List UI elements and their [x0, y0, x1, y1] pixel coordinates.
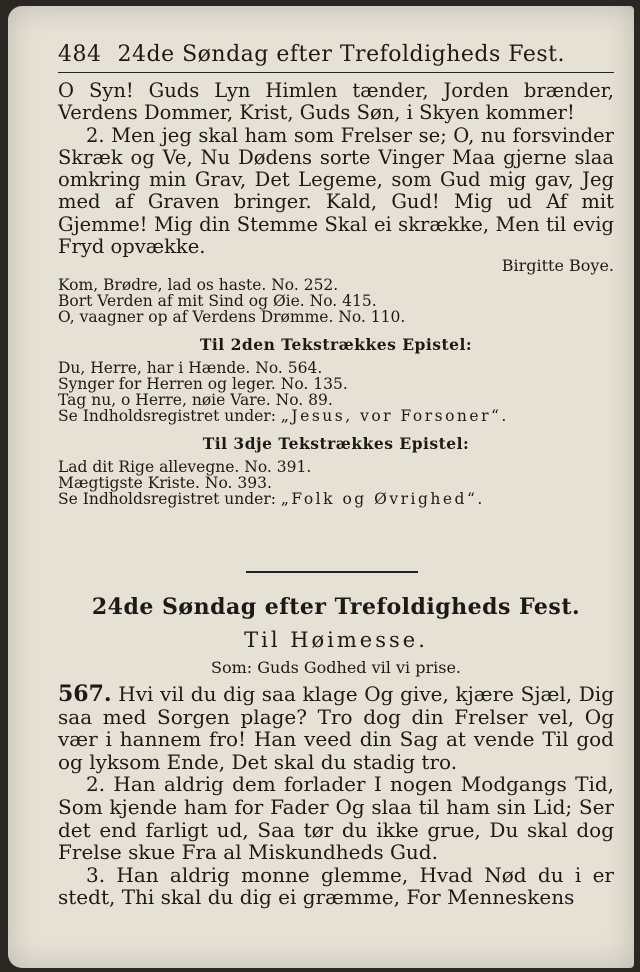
new-section: [58, 594, 614, 909]
reference-item: O, vaagner op af Verdens Drømme. No. 110.: [58, 308, 406, 327]
reference-item: Lad dit Rige allevegne. No. 391.: [58, 458, 312, 477]
section-title: 24de Søndag efter Trefoldigheds Fest.: [91, 594, 581, 620]
reference-item: Bort Verden af mit Sind og Øie. No. 415.: [58, 292, 377, 311]
page-number: 484: [58, 42, 102, 67]
section-divider: [246, 571, 418, 573]
hymn-verse-1: 567. Hvi vil du dig saa klage Og give, kjære Sjæl, Dig saa med Sorgen plage? Tro dog din Frelser vel, Og vær i hannem fro! Han veed din Sag at vende Til god og lyksom Ende, Det skal du stadig tro.: [58, 681, 614, 774]
section-heading-2: Til 2den Tekstrækkes Epistel:: [199, 335, 473, 355]
hymn-number: 567.: [58, 681, 112, 707]
section-heading-3: Til 3dje Tekstrækkes Epistel:: [202, 434, 470, 454]
reference-item: Tag nu, o Herre, nøie Vare. No. 89.: [58, 391, 333, 410]
reference-item: Kom, Brødre, lad os haste. No. 252.: [58, 276, 339, 295]
hymn-verse-3: 3. Han aldrig monne glemme, Hvad Nød du i er stedt, Thi skal du dig ei græmme, For Menneskens: [58, 862, 614, 910]
reference-item: Synger for Herren og leger. No. 135.: [58, 375, 348, 394]
melody-reference: Som: Guds Godhed vil vi prise.: [211, 658, 461, 677]
reference-list-3: [58, 459, 614, 507]
reference-list-2: [58, 360, 614, 424]
hymn-verse-2: 2. Han aldrig dem forlader I nogen Modgangs Tid, Som kjende ham for Fader Og slaa til ham sin Lid; Ser det end farligt ud, Saa tør du ikke grue, Du skal dog Frelse skue Fra al Miskundheds Gud.: [58, 772, 614, 865]
verse-ending: O Syn! Guds Lyn Himlen tænder, Jorden brænder, Verdens Dommer, Krist, Guds Søn, i Skyen kommer!: [58, 79, 614, 125]
index-term: „Folk og Øvrighed“.: [280, 490, 485, 509]
occasion: Til Høimesse.: [244, 628, 428, 652]
reference-item: Du, Herre, har i Hænde. No. 564.: [58, 359, 323, 378]
book-page: [8, 6, 634, 968]
top-hymn: [58, 80, 614, 507]
verse-2: 2. Men jeg skal ham som Frelser se; O, nu forsvinder Skræk og Ve, Nu Dødens sorte Vinger Maa gjerne slaa omkring min Grav, Det Legeme, som Gud mig gav, Jeg med af Graven bringer. Kald, Gud! Mig ud Af mit Gjemme! Mig din Stemme Skal ei skrække, Men til evig Fryd opvække.: [58, 123, 614, 259]
index-reference: Se Indholdsregistret under: „Jesus, vor Forsoner“.: [58, 407, 509, 426]
author-signature: Birgitte Boye.: [501, 256, 614, 276]
reference-list: [58, 277, 614, 325]
reference-item: Mægtigste Kriste. No. 393.: [58, 474, 272, 493]
index-term: „Jesus, vor Forsoner“.: [280, 407, 509, 426]
page-header: [58, 42, 614, 73]
running-title: 24de Søndag efter Trefoldigheds Fest.: [117, 42, 565, 67]
index-reference: Se Indholdsregistret under: „Folk og Øvrighed“.: [58, 490, 485, 509]
